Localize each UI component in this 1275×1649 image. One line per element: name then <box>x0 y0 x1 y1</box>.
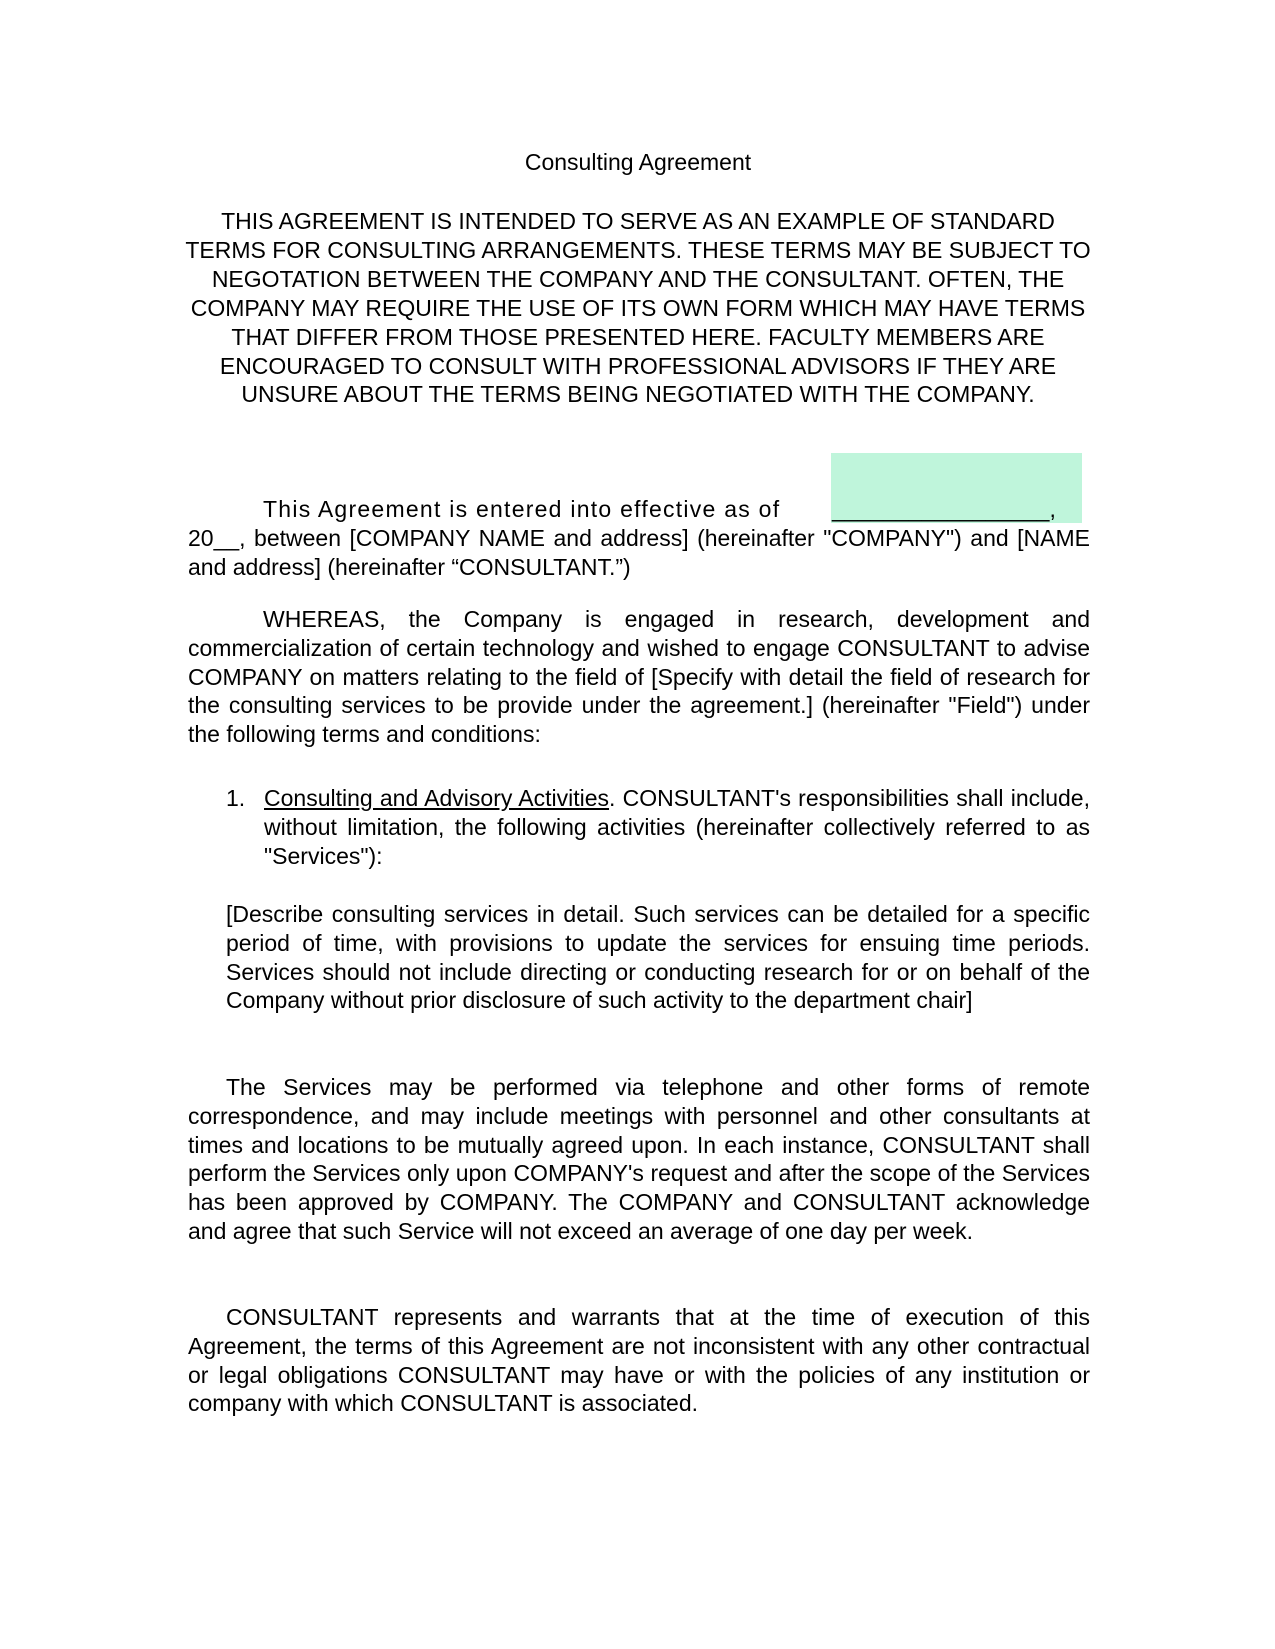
represents-text: CONSULTANT represents and warrants that at the time of execution of this Agreement, the terms of this Agreement are not inconsistent with any other contractual or legal obligations CONSULTANT may have or with the policies of any institution or company with which CONSULTANT is associated. <box>188 1304 1090 1417</box>
document-title: Consulting Agreement <box>524 149 752 175</box>
whereas-text: WHEREAS, the Company is engaged in research, development and commercialization of certain technology and wished to engage CONSULTANT to advise COMPANY on matters relating to the field of [Specify with detail the field of research for the consulting services to be provide under the agreement.] (hereinafter "Field") under the following terms and conditions: <box>188 606 1090 748</box>
whereas-paragraph <box>188 605 1090 749</box>
effective-lead-text: This Agreement is entered into effective as of <box>263 496 781 522</box>
disclaimer-paragraph: THIS AGREEMENT IS INTENDED TO SERVE AS AN EXAMPLE OF STANDARD TERMS FOR CONSULTING ARRANGEMENTS. THESE TERMS MAY BE SUBJECT TO NEGOTATION BETWEEN THE COMPANY AND THE CONSULTANT. OFTEN, THE COMPANY MAY REQUIRE THE USE OF ITS OWN FORM WHICH MAY HAVE TERMS THAT DIFFER FROM THOSE PRESENTED HERE. FACULTY MEMBERS ARE ENCOURAGED TO CONSULT WITH PROFESSIONAL ADVISORS IF THEY ARE UNSURE ABOUT THE TERMS BEING NEGOTIATED WITH THE COMPANY. <box>185 208 1091 408</box>
section-1-text: . CONSULTANT's responsibilities shall include, without limitation, the following activities (hereinafter collectively referred to as "Services"): <box>264 785 1090 869</box>
effective-date-blank[interactable]: _________________, <box>832 496 1056 522</box>
represents-paragraph <box>188 1303 1090 1418</box>
section-1-heading: Consulting and Advisory Activities <box>264 785 610 811</box>
section-1-number: 1. <box>226 785 246 811</box>
services-performed-paragraph <box>188 1073 1090 1246</box>
services-performed-text: The Services may be performed via telephone and other forms of remote correspondence, and may include meetings with personnel and other consultants at times and locations to be mutually agreed upon. In each instance, CONSULTANT shall perform the Services only upon COMPANY's request and after the scope of the Services has been approved by COMPANY. The COMPANY and CONSULTANT acknowledge and agree that such Service will not exceed an average of one day per week. <box>188 1074 1090 1244</box>
effective-parties-text: 20__, between [COMPANY NAME and address] (hereinafter "COMPANY") and [NAME and address] (hereinafter “CONSULTANT.”) <box>188 525 1090 580</box>
effective-date-paragraph <box>188 495 1090 582</box>
section-1 <box>226 784 1090 870</box>
describe-services-paragraph: [Describe consulting services in detail. Such services can be detailed for a specific period of time, with provisions to update the services for ensuing time periods. Services should not include directing or conducting research for or on behalf of the Company without prior disclosure of such activity to the department chair] <box>226 901 1090 1014</box>
